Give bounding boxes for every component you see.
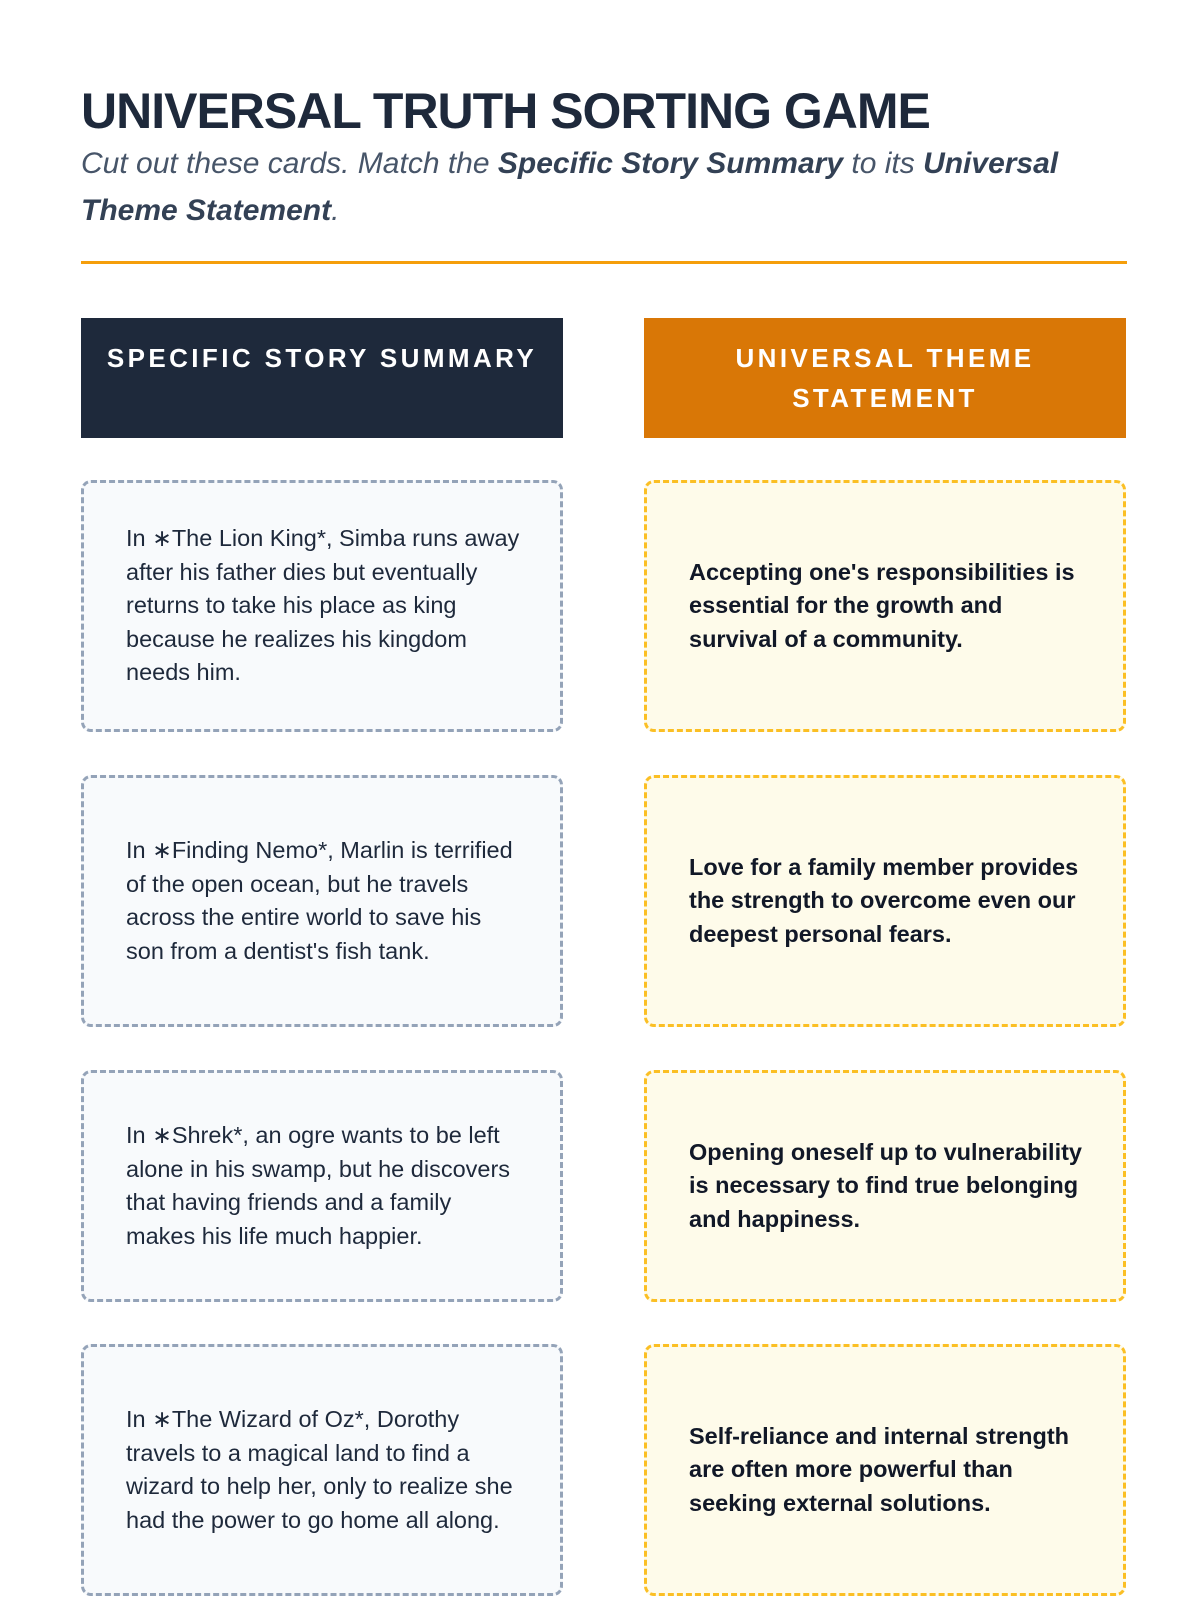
theme-card-text: Accepting one's responsibilities is essential for the growth and survival of a community. (689, 558, 1075, 652)
theme-card-text: Love for a family member provides the strength to overcome even our deepest personal fears. (689, 853, 1079, 947)
story-column-header-label: SPECIFIC STORY SUMMARY (106, 343, 538, 373)
story-card-text: In ∗The Wizard of Oz*, Dorothy travels to a magical land to find a wizard to help her, only to realize she had the power to go home all along. (126, 1406, 513, 1533)
story-card-wizard-of-oz (81, 1344, 563, 1596)
instructions-story-term: Specific Story Summary (497, 147, 844, 180)
theme-column-header-label (736, 338, 1035, 418)
theme-column-header (644, 318, 1126, 438)
story-card-lion-king (81, 480, 563, 732)
theme-column-header-line-2: STATEMENT (792, 383, 978, 413)
instructions (81, 140, 1127, 234)
story-card-text: In ∗Shrek*, an ogre wants to be left alone in his swamp, but he discovers that having friends and a family makes his life much happier. (126, 1122, 511, 1249)
story-card-finding-nemo (81, 775, 563, 1027)
story-card-text: In ∗The Lion King*, Simba runs away after his father dies but eventually returns to take his place as king because he realizes his kingdom needs him. (126, 525, 520, 686)
instructions-text-3: . (331, 194, 340, 227)
instructions-text-2: to its (843, 147, 924, 180)
instructions-theme-term: Universal Theme Statement (81, 147, 1059, 227)
theme-card-responsibility (644, 480, 1126, 732)
theme-card-vulnerability (644, 1070, 1126, 1302)
page-title: UNIVERSAL TRUTH SORTING GAME (81, 83, 930, 139)
story-card-text: In ∗Finding Nemo*, Marlin is terrified of the open ocean, but he travels across the entire world to save his son from a dentist's fish tank. (126, 837, 513, 964)
story-column-header (81, 318, 563, 438)
theme-card-text: Opening oneself up to vulnerability is necessary to find true belonging and happiness. (689, 1138, 1083, 1232)
theme-card-text: Self-reliance and internal strength are often more powerful than seeking external solutions. (689, 1422, 1070, 1516)
theme-column-header-line-1: UNIVERSAL THEME (735, 343, 1035, 373)
theme-card-self-reliance (644, 1344, 1126, 1596)
story-card-shrek (81, 1070, 563, 1302)
theme-card-family-love (644, 775, 1126, 1027)
instructions-text-1: Cut out these cards. Match the (81, 147, 498, 180)
header-divider (81, 261, 1127, 264)
